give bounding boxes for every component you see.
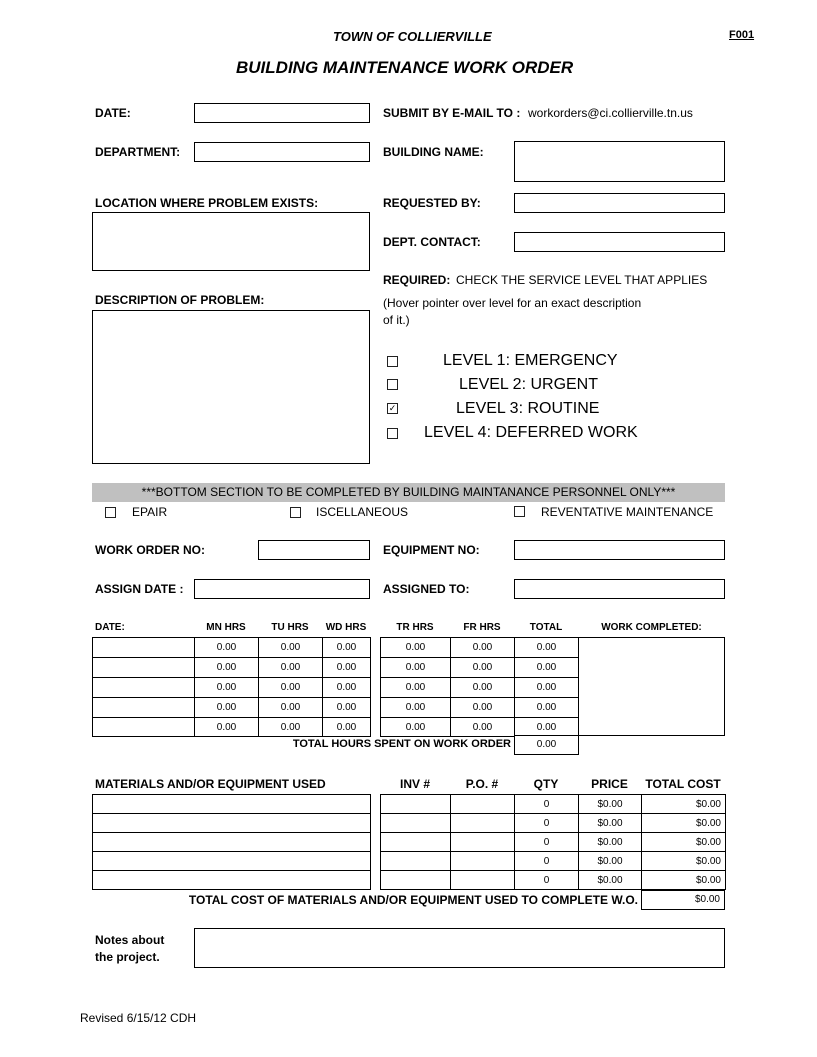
- material-inv-cell[interactable]: [381, 833, 451, 852]
- materials-description-table: [92, 794, 371, 890]
- contact-field[interactable]: [514, 232, 725, 252]
- hours-date-cell[interactable]: [93, 718, 195, 737]
- hours-mn-cell[interactable]: 0.00: [195, 658, 259, 678]
- material-po-cell[interactable]: [451, 871, 515, 890]
- material-price-cell[interactable]: $0.00: [579, 795, 642, 814]
- hours-fr-cell[interactable]: 0.00: [451, 718, 515, 737]
- material-total-cost-cell: $0.00: [642, 814, 726, 833]
- table-row: [93, 852, 371, 871]
- hours-tu-cell[interactable]: 0.00: [259, 638, 323, 658]
- table-row: [381, 698, 579, 718]
- hours-tu-cell[interactable]: 0.00: [259, 698, 323, 718]
- notes-label-line1: Notes about: [95, 933, 165, 947]
- table-row: [381, 638, 579, 658]
- requested-label: REQUESTED BY:: [383, 196, 481, 210]
- level-3-label: LEVEL 3: ROUTINE: [456, 400, 600, 417]
- table-row: [93, 833, 371, 852]
- hours-tr-cell[interactable]: 0.00: [381, 678, 451, 698]
- description-field[interactable]: [92, 310, 370, 464]
- material-qty-cell[interactable]: 0: [515, 871, 579, 890]
- level-1-checkbox[interactable]: [387, 356, 398, 367]
- table-row: [93, 718, 371, 737]
- table-row: [93, 698, 371, 718]
- hours-table-right: [380, 637, 579, 737]
- revised-note: Revised 6/15/12 CDH: [80, 1011, 197, 1025]
- hours-header-mn: MN HRS: [206, 622, 246, 633]
- material-total-cost-cell: $0.00: [642, 871, 726, 890]
- material-inv-cell[interactable]: [381, 814, 451, 833]
- hours-total-cell: 0.00: [515, 698, 579, 718]
- material-po-cell[interactable]: [451, 795, 515, 814]
- material-qty-cell[interactable]: 0: [515, 833, 579, 852]
- table-row: [93, 638, 371, 658]
- personnel-only-banner: ***BOTTOM SECTION TO BE COMPLETED BY BUILDING MAINTANANCE PERSONNEL ONLY***: [92, 483, 725, 502]
- hours-mn-cell[interactable]: 0.00: [195, 678, 259, 698]
- building-field[interactable]: [514, 141, 725, 182]
- hours-date-cell[interactable]: [93, 638, 195, 658]
- material-inv-cell[interactable]: [381, 795, 451, 814]
- material-inv-cell[interactable]: [381, 871, 451, 890]
- notes-field[interactable]: [194, 928, 725, 968]
- assign-date-label: ASSIGN DATE :: [95, 582, 184, 596]
- table-row: [93, 678, 371, 698]
- assigned-to-field[interactable]: [514, 579, 725, 599]
- hours-tu-cell[interactable]: 0.00: [259, 678, 323, 698]
- hours-tr-cell[interactable]: 0.00: [381, 658, 451, 678]
- material-po-cell[interactable]: [451, 852, 515, 871]
- level-2-label: LEVEL 2: URGENT: [459, 376, 599, 393]
- hours-mn-cell[interactable]: 0.00: [195, 638, 259, 658]
- materials-total-value: $0.00: [641, 890, 725, 910]
- material-description-cell[interactable]: [93, 795, 371, 814]
- table-row: [381, 795, 726, 814]
- hours-header-tr: TR HRS: [396, 622, 434, 633]
- hours-fr-cell[interactable]: 0.00: [451, 678, 515, 698]
- hours-header-work-completed: WORK COMPLETED:: [601, 622, 702, 633]
- hours-fr-cell[interactable]: 0.00: [451, 638, 515, 658]
- hours-date-cell[interactable]: [93, 658, 195, 678]
- materials-header-qty: QTY: [533, 777, 559, 791]
- hover-note-line2: of it.): [383, 313, 410, 327]
- material-qty-cell[interactable]: 0: [515, 852, 579, 871]
- hours-wd-cell[interactable]: 0.00: [323, 658, 371, 678]
- table-row: [93, 795, 371, 814]
- material-description-cell[interactable]: [93, 852, 371, 871]
- table-row: [381, 871, 726, 890]
- hours-header-total: TOTAL: [529, 622, 563, 633]
- hours-tu-cell[interactable]: 0.00: [259, 718, 323, 737]
- hours-tu-cell[interactable]: 0.00: [259, 658, 323, 678]
- material-price-cell[interactable]: $0.00: [579, 871, 642, 890]
- repair-label: EPAIR: [132, 505, 168, 519]
- form-title: BUILDING MAINTENANCE WORK ORDER: [236, 58, 574, 77]
- materials-header-po: P.O. #: [465, 777, 499, 791]
- department-label: DEPARTMENT:: [95, 145, 181, 159]
- materials-header-inv: INV #: [399, 777, 430, 791]
- required-label: REQUIRED:: [383, 273, 451, 287]
- hours-fr-cell[interactable]: 0.00: [451, 658, 515, 678]
- form-code: F001: [729, 29, 755, 41]
- level-4-checkbox[interactable]: [387, 428, 398, 439]
- work-order-no-field[interactable]: [258, 540, 370, 560]
- materials-header-description: MATERIALS AND/OR EQUIPMENT USED: [95, 777, 326, 791]
- department-field[interactable]: [194, 142, 370, 162]
- table-row: [93, 658, 371, 678]
- hours-header-tu: TU HRS: [271, 622, 309, 633]
- location-label: LOCATION WHERE PROBLEM EXISTS:: [95, 196, 319, 210]
- material-po-cell[interactable]: [451, 814, 515, 833]
- hours-mn-cell[interactable]: 0.00: [195, 718, 259, 737]
- hours-header-date: DATE:: [95, 622, 125, 633]
- material-price-cell[interactable]: $0.00: [579, 852, 642, 871]
- table-row: [381, 833, 726, 852]
- material-po-cell[interactable]: [451, 833, 515, 852]
- material-qty-cell[interactable]: 0: [515, 814, 579, 833]
- table-row: [381, 852, 726, 871]
- hours-total-cell: 0.00: [515, 638, 579, 658]
- material-total-cost-cell: $0.00: [642, 833, 726, 852]
- material-description-cell[interactable]: [93, 814, 371, 833]
- level-1-label: LEVEL 1: EMERGENCY: [443, 352, 618, 369]
- hours-tr-cell[interactable]: 0.00: [381, 698, 451, 718]
- location-field[interactable]: [92, 212, 370, 271]
- miscellaneous-checkbox[interactable]: [290, 507, 301, 518]
- miscellaneous-label: ISCELLANEOUS: [316, 505, 409, 519]
- hours-date-cell[interactable]: [93, 678, 195, 698]
- materials-table: [380, 794, 726, 890]
- material-qty-cell[interactable]: 0: [515, 795, 579, 814]
- work-order-no-label: WORK ORDER NO:: [95, 543, 205, 557]
- date-label: DATE:: [95, 106, 131, 120]
- notes-label-line2: the project.: [95, 950, 160, 964]
- hours-wd-cell[interactable]: 0.00: [323, 698, 371, 718]
- materials-header-total-cost: TOTAL COST: [645, 777, 721, 791]
- table-row: [381, 814, 726, 833]
- hours-total-cell: 0.00: [515, 678, 579, 698]
- hover-note-line1: (Hover pointer over level for an exact description: [383, 296, 642, 310]
- preventive-label: REVENTATIVE MAINTENANCE: [541, 505, 714, 519]
- table-row: [381, 658, 579, 678]
- material-price-cell[interactable]: $0.00: [579, 814, 642, 833]
- hours-date-cell[interactable]: [93, 698, 195, 718]
- equipment-no-label: EQUIPMENT NO:: [383, 543, 480, 557]
- submit-label: SUBMIT BY E-MAIL TO :: [383, 106, 521, 120]
- materials-total-label: TOTAL COST OF MATERIALS AND/OR EQUIPMENT USED TO COMPLETE W.O.: [188, 893, 638, 907]
- work-completed-field[interactable]: [578, 637, 725, 736]
- material-inv-cell[interactable]: [381, 852, 451, 871]
- material-total-cost-cell: $0.00: [642, 795, 726, 814]
- level-4-label: LEVEL 4: DEFERRED WORK: [424, 424, 638, 441]
- hours-wd-cell[interactable]: 0.00: [323, 718, 371, 737]
- table-row: [381, 678, 579, 698]
- total-hours-label: TOTAL HOURS SPENT ON WORK ORDER: [292, 738, 511, 750]
- description-label: DESCRIPTION OF PROBLEM:: [95, 293, 265, 307]
- material-total-cost-cell: $0.00: [642, 852, 726, 871]
- assigned-to-label: ASSIGNED TO:: [383, 582, 470, 596]
- total-hours-value: 0.00: [514, 735, 579, 755]
- hours-fr-cell[interactable]: 0.00: [451, 698, 515, 718]
- assign-date-field[interactable]: [194, 579, 370, 599]
- hours-header-wd: WD HRS: [325, 622, 367, 633]
- material-description-cell[interactable]: [93, 833, 371, 852]
- checkmark-icon: ✓: [388, 403, 397, 413]
- table-row: [93, 814, 371, 833]
- submit-email: workorders@ci.collierville.tn.us: [528, 106, 693, 120]
- equipment-no-field[interactable]: [514, 540, 725, 560]
- hours-tr-cell[interactable]: 0.00: [381, 638, 451, 658]
- town-name: TOWN OF COLLIERVILLE: [333, 29, 492, 44]
- hours-total-cell: 0.00: [515, 658, 579, 678]
- contact-label: DEPT. CONTACT:: [383, 235, 481, 249]
- hours-total-cell: 0.00: [515, 718, 579, 737]
- hours-table-left: [92, 637, 371, 737]
- material-description-cell[interactable]: [93, 871, 371, 890]
- table-row: [381, 718, 579, 737]
- hours-header-fr: FR HRS: [463, 622, 501, 633]
- date-field[interactable]: [194, 103, 370, 123]
- hours-wd-cell[interactable]: 0.00: [323, 638, 371, 658]
- hours-tr-cell[interactable]: 0.00: [381, 718, 451, 737]
- material-price-cell[interactable]: $0.00: [579, 833, 642, 852]
- requested-field[interactable]: [514, 193, 725, 213]
- hours-mn-cell[interactable]: 0.00: [195, 698, 259, 718]
- level-2-checkbox[interactable]: [387, 379, 398, 390]
- required-text: CHECK THE SERVICE LEVEL THAT APPLIES: [456, 273, 708, 287]
- building-label: BUILDING NAME:: [383, 145, 484, 159]
- table-row: [93, 871, 371, 890]
- hours-wd-cell[interactable]: 0.00: [323, 678, 371, 698]
- repair-checkbox[interactable]: [105, 507, 116, 518]
- materials-header-price: PRICE: [591, 777, 628, 791]
- preventive-checkbox[interactable]: [514, 506, 525, 517]
- level-3-checkbox[interactable]: [387, 403, 398, 414]
